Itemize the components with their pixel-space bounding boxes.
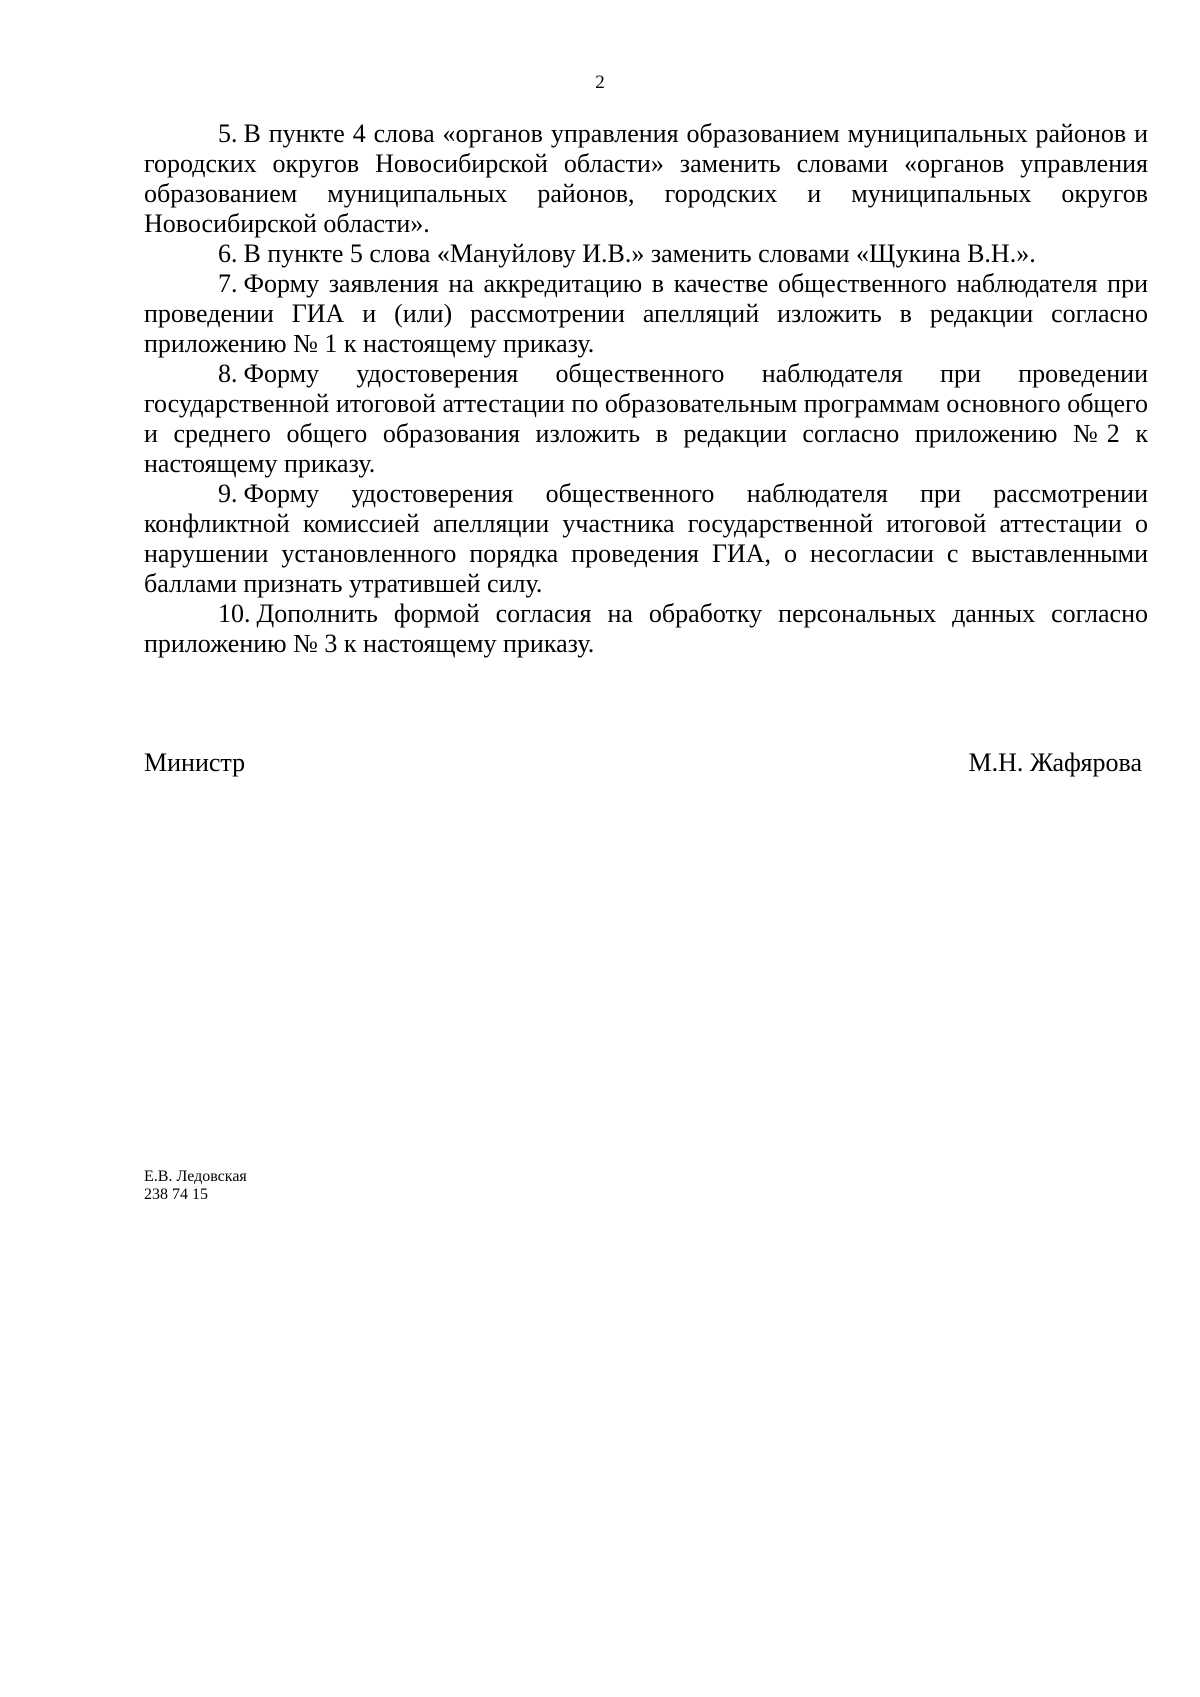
executor-name: Е.В. Ледовская: [144, 1168, 247, 1185]
paragraph-5: [144, 119, 1148, 239]
page-number: 2: [595, 72, 605, 93]
paragraph-8: [144, 359, 1148, 479]
document-body: [144, 119, 1148, 659]
paragraph-number: 7.: [218, 269, 238, 298]
paragraph-text: Форму удостоверения общественного наблюдателя при рассмотрении конфликтной комиссией апелляции участника государственной итоговой аттестации о нарушении установленного порядка проведения ГИА, о несогласии с выставленными баллами признать утратившей силу.: [144, 479, 1148, 598]
paragraph-number: 9.: [218, 479, 238, 508]
paragraph-7: [144, 269, 1148, 359]
paragraph-number: 5.: [218, 119, 238, 148]
executor-phone: 238 74 15: [144, 1186, 208, 1203]
paragraph-6: [144, 239, 1148, 269]
signatory-name: М.Н. Жафярова: [968, 748, 1142, 777]
paragraph-text: Дополнить формой согласия на обработку персональных данных согласно приложению № 3 к настоящему приказу.: [144, 599, 1148, 658]
paragraph-number: 6.: [218, 239, 238, 268]
paragraph-text: В пункте 5 слова «Мануйлову И.В.» заменить словами «Щукина В.Н.».: [243, 239, 1036, 268]
paragraph-text: В пункте 4 слова «органов управления образованием муниципальных районов и городских округов Новосибирской области» заменить словами «органов управления образованием муниципальных районов, городских и муниципальных округов Новосибирской области».: [144, 119, 1148, 238]
paragraph-text: Форму удостоверения общественного наблюдателя при проведении государственной итоговой аттестации по образовательным программам основного общего и среднего общего образования изложить в редакции согласно приложению №2 к настоящему приказу.: [144, 359, 1148, 478]
paragraph-number: 10.: [218, 599, 251, 628]
signatory-position: Министр: [144, 748, 246, 777]
paragraph-9: [144, 479, 1148, 599]
paragraph-number: 8.: [218, 359, 238, 388]
paragraph-text: Форму заявления на аккредитацию в качестве общественного наблюдателя при проведении ГИА и (или) рассмотрении апелляций изложить в редакции согласно приложению № 1 к настоящему приказу.: [144, 269, 1148, 358]
executor-block: [144, 1168, 247, 1204]
paragraph-10: [144, 599, 1148, 659]
